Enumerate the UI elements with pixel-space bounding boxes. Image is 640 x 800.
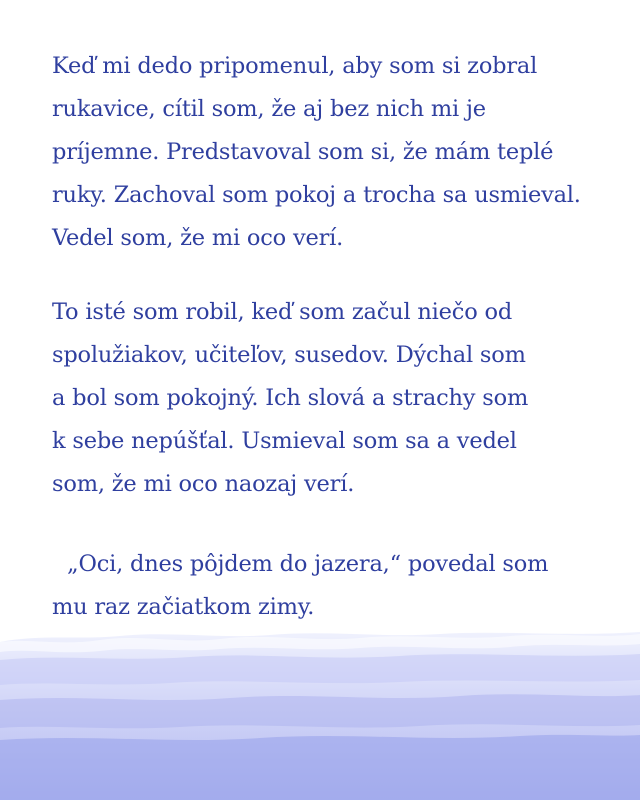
- text-line: a bol som pokojný. Ich slová a strachy som: [52, 385, 529, 411]
- text-line: Vedel som, že mi oco verí.: [52, 225, 344, 251]
- text-line: k sebe nepúšťal. Usmieval som sa a vedel: [52, 428, 517, 454]
- text-line: rukavice, cítil som, že aj bez nich mi je: [52, 96, 486, 122]
- lake-water-illustration: [0, 620, 640, 800]
- paragraph-2: [52, 291, 612, 506]
- text-line: som, že mi oco naozaj verí.: [52, 471, 355, 497]
- text-line: ruky. Zachoval som pokoj a trocha sa usmieval.: [52, 182, 581, 208]
- water-streak: [0, 735, 640, 800]
- text-line: Keď mi dedo pripomenul, aby som si zobral: [52, 53, 538, 79]
- text-line: mu raz začiatkom zimy.: [52, 594, 315, 620]
- water-streak: [0, 694, 640, 728]
- text-line: To isté som robil, keď som začul niečo od: [52, 299, 513, 325]
- water-streak: [0, 654, 640, 685]
- paragraph-3: [52, 543, 612, 629]
- text-line: „Oci, dnes pôjdem do jazera,“ povedal som: [67, 551, 549, 577]
- text-line: príjemne. Predstavoval som si, že mám teplé: [52, 139, 554, 165]
- paragraph-1: [52, 45, 612, 260]
- text-line: spolužiakov, učiteľov, susedov. Dýchal som: [52, 342, 526, 368]
